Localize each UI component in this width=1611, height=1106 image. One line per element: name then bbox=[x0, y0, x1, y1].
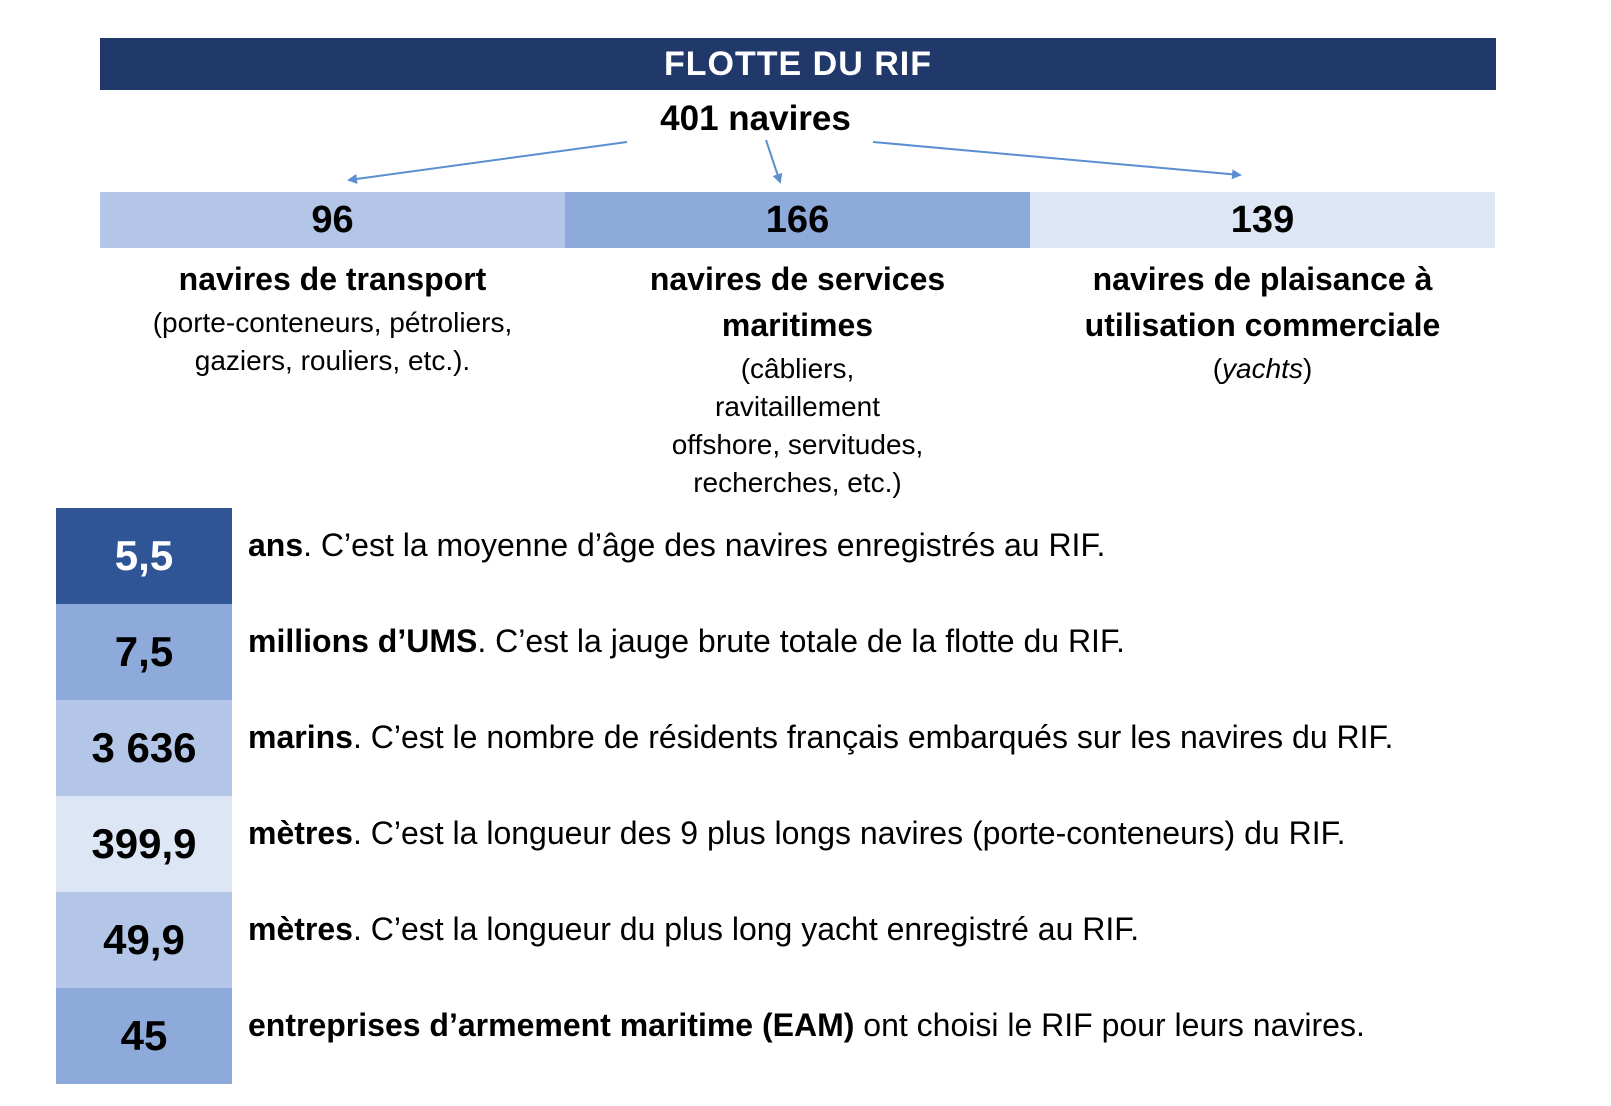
category-description: (porte-conteneurs, pétroliers, gaziers, rouliers, etc.). bbox=[152, 307, 513, 376]
category-services bbox=[565, 192, 1030, 502]
stat-description: entreprises d’armement maritime (EAM) ont choisi le RIF pour leurs navires. bbox=[248, 1007, 1365, 1043]
category-transport bbox=[100, 192, 565, 380]
category-value: 139 bbox=[1030, 192, 1495, 248]
stat-row-tonnage bbox=[56, 604, 1611, 700]
total-vessels: 401 navires bbox=[660, 99, 851, 138]
category-plaisance bbox=[1030, 192, 1495, 388]
stat-value: 7,5 bbox=[56, 604, 232, 700]
stat-description: millions d’UMS. C’est la jauge brute totale de la flotte du RIF. bbox=[248, 623, 1125, 659]
arrow-left bbox=[349, 142, 627, 180]
category-name: navires de transport bbox=[178, 261, 487, 297]
stat-description: mètres. C’est la longueur du plus long yacht enregistré au RIF. bbox=[248, 911, 1140, 947]
stat-value: 399,9 bbox=[56, 796, 232, 892]
stat-value: 45 bbox=[56, 988, 232, 1084]
stat-row-age bbox=[56, 508, 1611, 604]
category-name: navires de plaisance à utilisation commerciale bbox=[1084, 261, 1441, 343]
arrows-diagram bbox=[0, 0, 1611, 200]
arrow-center bbox=[766, 140, 780, 182]
stat-row-longest-yacht bbox=[56, 892, 1611, 988]
stat-value: 3 636 bbox=[56, 700, 232, 796]
stat-description: marins. C’est le nombre de résidents français embarqués sur les navires du RIF. bbox=[248, 719, 1394, 755]
stat-description: ans. C’est la moyenne d’âge des navires enregistrés au RIF. bbox=[248, 527, 1106, 563]
yachts-italic: yachts bbox=[1222, 353, 1303, 384]
category-description: (câbliers, ravitaillement offshore, servitudes, recherches, etc.) bbox=[671, 353, 924, 498]
stat-row-longest-ships bbox=[56, 796, 1611, 892]
stat-value: 49,9 bbox=[56, 892, 232, 988]
arrow-right bbox=[873, 142, 1240, 175]
stat-row-companies bbox=[56, 988, 1611, 1084]
title-text: FLOTTE DU RIF bbox=[664, 44, 932, 83]
category-value: 166 bbox=[565, 192, 1030, 248]
category-name: navires de services maritimes bbox=[649, 261, 946, 343]
category-description: (yachts) bbox=[1212, 353, 1313, 384]
stat-description: mètres. C’est la longueur des 9 plus longs navires (porte-conteneurs) du RIF. bbox=[248, 815, 1346, 851]
stat-value: 5,5 bbox=[56, 508, 232, 604]
stat-row-sailors bbox=[56, 700, 1611, 796]
category-value: 96 bbox=[100, 192, 565, 248]
